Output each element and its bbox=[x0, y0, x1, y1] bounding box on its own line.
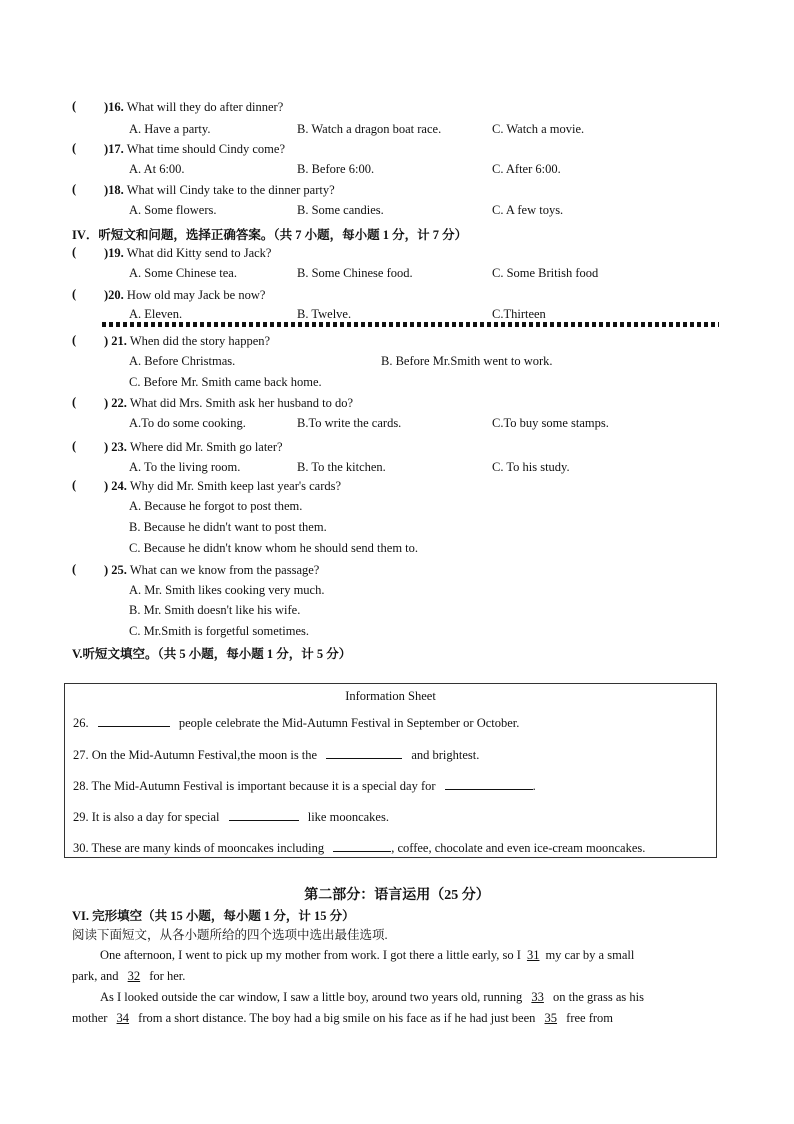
info-line-30 bbox=[73, 839, 645, 856]
option-b: B.To write the cards. bbox=[297, 416, 402, 430]
option-c: C. Watch a movie. bbox=[492, 122, 585, 136]
paragraph-line bbox=[72, 1008, 613, 1029]
question-16 bbox=[104, 99, 283, 115]
answer-blank[interactable] bbox=[333, 839, 391, 852]
question-text: What will they do after dinner? bbox=[126, 100, 284, 114]
option-a: A. Some Chinese tea. bbox=[129, 266, 237, 280]
blank-number: 33 bbox=[531, 990, 544, 1004]
option-b: B. Twelve. bbox=[297, 307, 352, 321]
blank-number: 31 bbox=[526, 948, 540, 962]
option-c: C.Thirteen bbox=[492, 307, 546, 321]
question-25 bbox=[104, 562, 319, 578]
para-text: As I looked outside the car window, I saw a little boy, around two years old, running bbox=[100, 990, 523, 1004]
section-4-heading: IV．听短文和问题，选择正确答案。（共 7 小题，每小题 1 分，计 7 分） bbox=[72, 228, 468, 242]
info-text: 26. bbox=[73, 716, 89, 730]
answer-paren: ( bbox=[72, 141, 77, 155]
info-text: like mooncakes. bbox=[307, 810, 389, 824]
para-text: free from bbox=[566, 1011, 614, 1025]
information-sheet bbox=[64, 683, 717, 858]
question-22 bbox=[104, 395, 353, 411]
question-23 bbox=[104, 439, 283, 455]
para-text: mother bbox=[72, 1011, 108, 1025]
question-number: ) 21. bbox=[104, 334, 127, 348]
info-text: 28. The Mid-Autumn Festival is important because it is a special day for bbox=[73, 779, 436, 793]
info-line-27 bbox=[73, 746, 479, 763]
option-a: A. Some flowers. bbox=[129, 203, 217, 217]
blank-number: 32 bbox=[127, 969, 141, 983]
question-text: Where did Mr. Smith go later? bbox=[129, 440, 283, 454]
answer-paren: ( bbox=[72, 287, 77, 301]
question-text: What did Kitty send to Jack? bbox=[126, 246, 272, 260]
info-text: 27. On the Mid-Autumn Festival,the moon is the bbox=[73, 748, 318, 762]
info-text: people celebrate the Mid-Autumn Festival in September or October. bbox=[178, 716, 520, 730]
option-a: A. Because he forgot to post them. bbox=[129, 499, 303, 513]
question-number: )18. bbox=[104, 183, 124, 197]
question-24 bbox=[104, 478, 341, 494]
option-a: A. To the living room. bbox=[129, 460, 241, 474]
question-number: ) 24. bbox=[104, 479, 127, 493]
para-text: from a short distance. The boy had a big smile on his face as if he had just been bbox=[138, 1011, 536, 1025]
info-text: . bbox=[532, 779, 536, 793]
answer-paren: ( bbox=[72, 439, 77, 453]
question-text: What time should Cindy come? bbox=[126, 142, 286, 156]
question-text: How old may Jack be now? bbox=[126, 288, 266, 302]
option-b: B. Watch a dragon boat race. bbox=[297, 122, 442, 136]
question-number: )19. bbox=[104, 246, 124, 260]
option-b: B. Some candies. bbox=[297, 203, 384, 217]
question-text: Why did Mr. Smith keep last year's cards? bbox=[129, 479, 342, 493]
paragraph-line bbox=[100, 987, 644, 1008]
option-c: C. Some British food bbox=[492, 266, 599, 280]
option-b: B. Because he didn't want to post them. bbox=[129, 520, 327, 534]
option-a: A. At 6:00. bbox=[129, 162, 185, 176]
option-a: A. Before Christmas. bbox=[129, 354, 236, 368]
option-c: C. After 6:00. bbox=[492, 162, 561, 176]
question-20 bbox=[104, 287, 265, 303]
option-c: C. Mr.Smith is forgetful sometimes. bbox=[129, 624, 309, 638]
paragraph-line bbox=[72, 966, 185, 987]
answer-blank[interactable] bbox=[229, 808, 299, 821]
answer-paren: ( bbox=[72, 99, 77, 113]
para-text: for her. bbox=[149, 969, 186, 983]
question-text: When did the story happen? bbox=[129, 334, 271, 348]
info-text: 29. It is also a day for special bbox=[73, 810, 220, 824]
blank-number: 34 bbox=[116, 1011, 130, 1025]
option-b: B. Some Chinese food. bbox=[297, 266, 413, 280]
info-text: and brightest. bbox=[411, 748, 480, 762]
question-19 bbox=[104, 245, 271, 261]
info-text: , coffee, chocolate and even ice-cream mooncakes. bbox=[391, 841, 646, 855]
paragraph-line bbox=[100, 945, 634, 966]
option-a: A. Have a party. bbox=[129, 122, 211, 136]
question-18 bbox=[104, 182, 335, 198]
question-number: )20. bbox=[104, 288, 124, 302]
question-text: What can we know from the passage? bbox=[129, 563, 320, 577]
info-sheet-title: Information Sheet bbox=[345, 689, 436, 703]
info-line-28 bbox=[73, 777, 536, 794]
question-text: What did Mrs. Smith ask her husband to do? bbox=[129, 396, 354, 410]
section-5-heading: V.听短文填空。（共 5 小题，每小题 1 分，计 5 分） bbox=[72, 647, 352, 661]
dashed-divider bbox=[102, 322, 719, 327]
question-number: ) 25. bbox=[104, 563, 127, 577]
option-b: B. Before 6:00. bbox=[297, 162, 375, 176]
answer-blank[interactable] bbox=[326, 746, 402, 759]
question-17 bbox=[104, 141, 285, 157]
option-c: C. Before Mr. Smith came back home. bbox=[129, 375, 322, 389]
answer-paren: ( bbox=[72, 333, 77, 347]
option-b: B. Before Mr.Smith went to work. bbox=[381, 354, 553, 368]
cloze-instruction: 阅读下面短文，从各小题所给的四个选项中选出最佳选项. bbox=[72, 928, 388, 942]
question-21 bbox=[104, 333, 270, 349]
answer-blank[interactable] bbox=[445, 777, 533, 790]
option-a: A.To do some cooking. bbox=[129, 416, 246, 430]
answer-paren: ( bbox=[72, 562, 77, 576]
info-line-29 bbox=[73, 808, 389, 825]
question-number: ) 23. bbox=[104, 440, 127, 454]
para-text: park, and bbox=[72, 969, 119, 983]
question-number: )17. bbox=[104, 142, 124, 156]
question-text: What will Cindy take to the dinner party? bbox=[126, 183, 335, 197]
para-text: on the grass as his bbox=[553, 990, 644, 1004]
option-b: B. Mr. Smith doesn't like his wife. bbox=[129, 603, 301, 617]
option-c: C. Because he didn't know whom he should send them to. bbox=[129, 541, 419, 555]
answer-paren: ( bbox=[72, 182, 77, 196]
question-number: )16. bbox=[104, 100, 124, 114]
answer-paren: ( bbox=[72, 478, 77, 492]
option-c: C.To buy some stamps. bbox=[492, 416, 609, 430]
option-c: C. To his study. bbox=[492, 460, 570, 474]
para-text: my car by a small bbox=[545, 948, 635, 962]
answer-paren: ( bbox=[72, 245, 77, 259]
question-number: ) 22. bbox=[104, 396, 127, 410]
section-6-heading: VI. 完形填空（共 15 小题，每小题 1 分，计 15 分） bbox=[72, 909, 355, 923]
option-b: B. To the kitchen. bbox=[297, 460, 386, 474]
para-text: One afternoon, I went to pick up my mother from work. I got there a little early, so I bbox=[100, 948, 521, 962]
option-c: C. A few toys. bbox=[492, 203, 564, 217]
info-text: 30. These are many kinds of mooncakes including bbox=[73, 841, 325, 855]
option-a: A. Eleven. bbox=[129, 307, 183, 321]
part-2-title: 第二部分：语言运用（25 分） bbox=[304, 888, 490, 903]
answer-paren: ( bbox=[72, 395, 77, 409]
info-line-26 bbox=[73, 714, 519, 731]
answer-blank[interactable] bbox=[98, 714, 170, 727]
blank-number: 35 bbox=[544, 1011, 558, 1025]
option-a: A. Mr. Smith likes cooking very much. bbox=[129, 583, 325, 597]
